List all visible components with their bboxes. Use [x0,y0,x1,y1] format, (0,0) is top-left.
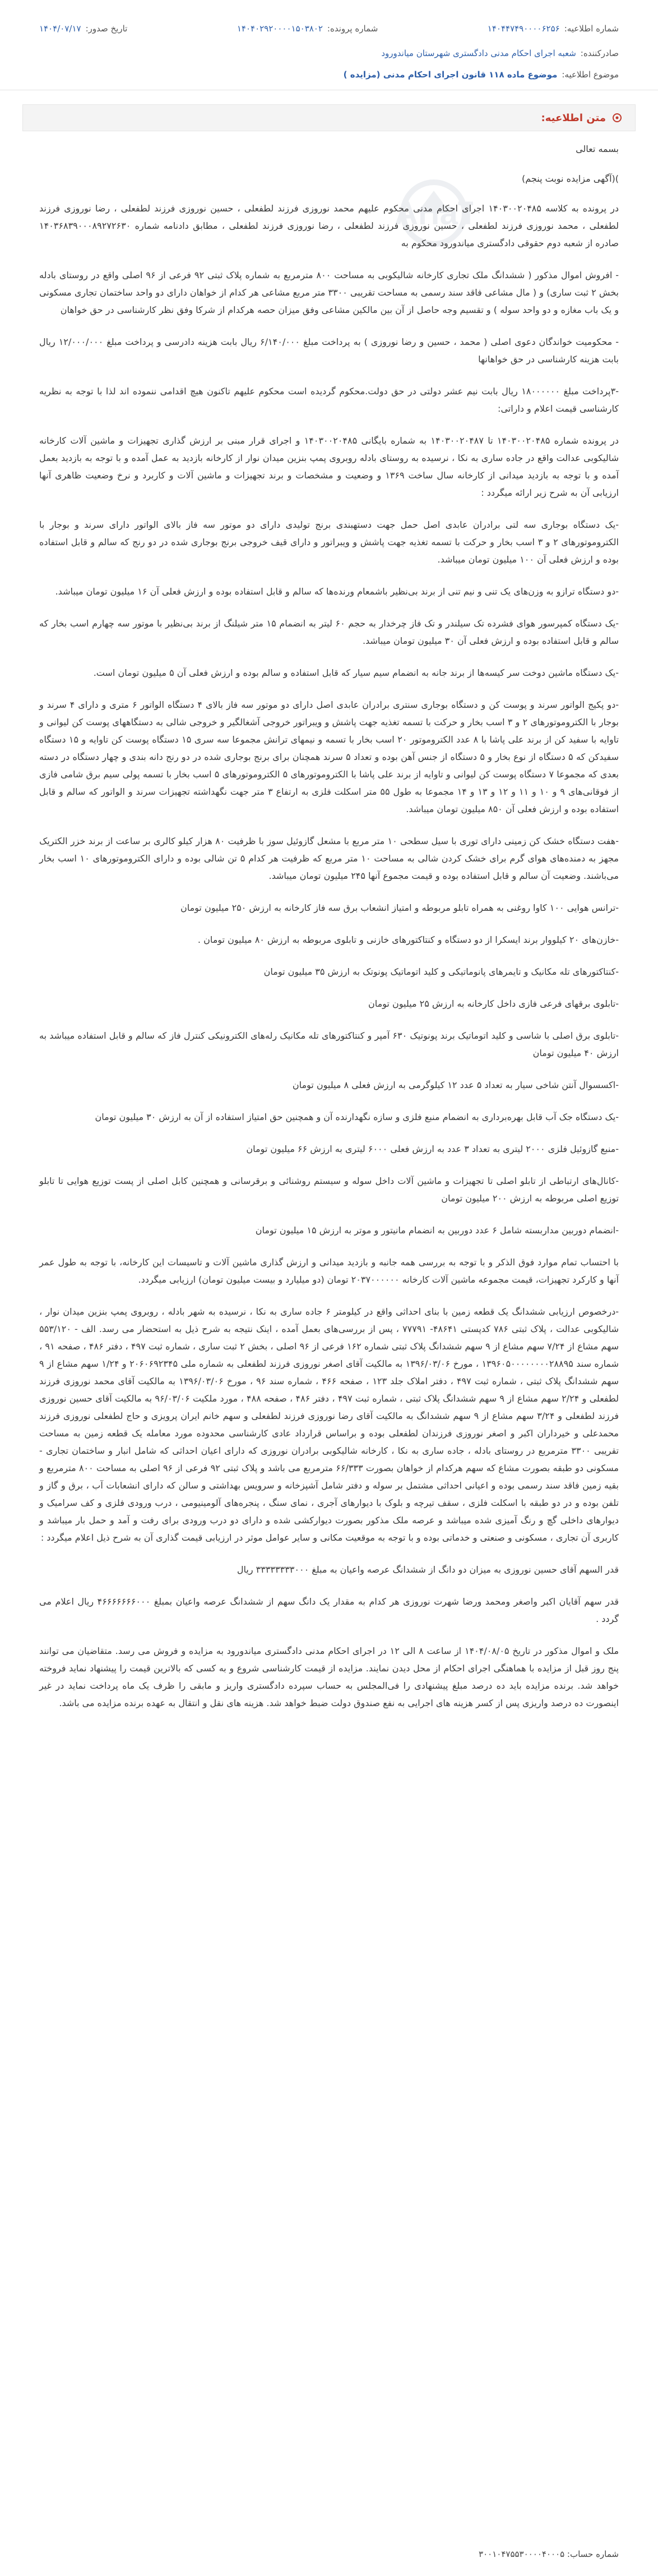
body-paragraph: -کنتاکتورهای تله مکانیک و تایمرهای پانوماتیکی و کلید اتوماتیک پونوتک به ارزش ۳۵ میلیون تومان [263,966,619,977]
issuer-label: صادرکننده: [580,48,619,58]
body-paragraph: -یک دستگاه کمپرسور هوای فشرده تک سیلندر و تک فاز چرخدار به حجم ۶۰ لیتر به انضمام ۱۵ متر شیلنگ از برند بی‌نظیر با موتور سه چهارم اسب بخار که سالم و قابل استفاده بوده و ارزش فعلی آن ۳۰ میلیون تومان میباشد. [39,618,619,646]
subject-label: موضوع اطلاعیه: [562,70,619,80]
body-paragraph: - محکومیت خواندگان دعوی اصلی ( محمد ، حسین و رضا نوروزی ) به پرداخت مبلغ ۶/۱۴۰/۰۰۰ ریال بابت هزینه دادرسی و پرداخت مبلغ ۱۲/۰۰۰/۰۰۰ ریال بابت هزینه کارشناسی در حق خواهانها [39,337,619,365]
body-paragraph: -اکسسوال آنتن شاخی سیار به تعداد ۵ عدد ۱۲ کیلوگرمی به ارزش فعلی ۸ میلیون تومان [292,1080,619,1090]
body-paragraph: -منبع گازوئیل فلزی ۲۰۰۰ لیتری به تعداد ۳ عدد به ارزش فعلی ۶۰۰۰ لیتری به ارزش ۶۶ میلیون تومان [246,1144,619,1154]
body-paragraph: )(آگهی مزایده نوبت پنجم) [522,173,619,184]
body-paragraph: -یک دستگاه جک آب قابل بهره‌برداری به انضمام منبع فلزی و سازه نگهدارنده آن و همچنین حق امتیاز استفاده از آن به ارزش ۳۰ میلیون تومان [95,1112,619,1122]
notice-text-section-bar [22,104,636,131]
body-paragraph: بسمه تعالی [576,144,619,154]
body-paragraph: -درخصوص ارزیابی ششدانگ یک قطعه زمین با بنای احداثی واقع در کیلومتر ۶ جاده ساری به نکا ، نرسیده به شهر بادله ، روبروی پمپ بنزین میدان نوار ، شالیکوبی عدالت ، پلاک ثبتی ۷۸۶ کدپستی ۴۸۶۴۱- ۷۷۷۹۱ ، پس از بررسی‌های بعمل آمده ، اینک نتیجه به شرح ذیل به استحضار می رسد. الف - ۵۵۳/۱۲۰ سهم مشاع از ۷/۲۴ سهم مشاع از ۹ سهم ششدانگ پلاک ثبتی شماره ۱۶۲ فرعی از ۹۶ اصلی ، بخش ۲ ثبت ساری ، شماره ثبت ۴۹۷ ، دفتر ۴۸۶ ، صفحه ۹۱ ، شماره سند ۱۳۹۶۰۵۰۰۰۰۰۰۰۰۲۸۸۹۵ ، مورخ ۱۳۹۶/۰۳/۰۶ به مالکیت آقای اصغر نوروزی فرزند لطفعلی به شماره ملی ۲۰۶۰۶۹۲۳۴۵ و ۱/۲۴ سهم مشاع از ۹ سهم ششدانگ پلاک ثبتی ، شماره ثبت ۴۹۷ ، دفتر املاک جلد ۱۲۳ ، صفحه ۴۶۶ ، شماره سند ۹۶ ، مورخ ۱۳۹۶/۰۳/۰۶ به مالکیت آقای محمد نوروزی فرزند لطفعلی و ۲/۲۴ سهم مشاع از ۹ سهم ششدانگ پلاک ثبتی ، شماره ثبت ۴۹۷ ، دفتر ۴۸۶ ، صفحه ۴۸۸ ، مورد ملکیت ۹۶/۰۳/۰۶ به مالکیت آقای حسین نوروزی فرزند لطفعلی و ۳/۲۴ سهم مشاع از ۹ سهم ششدانگ به مالکیت آقای رضا نوروزی فرزند لطفعلی و سهم خانم ایران پرویزی و حاج لطفعلی نوروزی فرزند محمدعلی و خیرداران اکبر و اصغر نوروزی فرزندان لطفعلی بوده و براساس قرارداد عادی کارشناسی محدوده مورد معامله یک قطعه زمین به مساحت تقریبی ۳۳۰۰ مترمربع در روستای بادله ، جاده ساری به نکا ، کارخانه شالیکوبی برادران نوروزی که دارای اعیان احداثی که شامل انبار و ساختمان تجاری - مسکونی دو طبقه بصورت مشاع که سهم هرکدام از خواهان بصورت ۶۶/۳۳۳ مترمربع می باشد و پلاک ثبتی ۹۲ فرعی از ۹۶ اصلی به مساحت ۸۰۰ مترمربع و بقیه زمین فاقد سند رسمی بوده و اعیانی احداثی مشتمل بر سوله و دفتر شامل آشپزخانه و سرویس بهداشتی و سالن که دارای انشعابات آب ، برق و گاز و تلفن بوده و در دو طبقه با اسکلت فلزی ، سقف تیرچه و بلوک با دیوارهای آجری ، نمای سنگ ، پنجره‌های آلومینیومی ، درب ورودی فلزی و کف سرامیک و دیوارهای داخلی گچ و رنگ آمیزی شده میباشد و عرصه ملک مذکور بصورت دیوارکشی شده و دارای دو درب ورودی برای رفت و آمد و حمل بار میباشد و کاربری آن تجاری ، مسکونی و صنعتی و خدماتی بوده و با توجه به موقعیت مکانی و سایر عوامل موثر در ارزیابی قیمت گذاری آن به شرح ذیل اعلام میگردد : [39,1306,619,1543]
account-line [479,2549,619,2559]
body-paragraph: -دو پکیج الواتور سرند و پوست کن و دستگاه بوجاری سنتری برادران عابدی اصل دارای دو موتور سه فاز بالای ۴ دستگاه الواتور ۶ متری و دارای ۴ سرند و بوجار با الکتروموتورهای ۲ و ۳ اسب بخار و حرکت با تسمه تغذیه جهت پاشش و ویبراتور خروجی آشغالگیر و خروجی شالی به دستگاههای پوست کن لیوانی و تاوایه با سفید کن از برند علی پاشا با ۸ عدد الکتروموتور ۲۰ اسب بخار با تسمه و نیمهای ترانش مجموعا سه سری ۱۵ دستگاه پوست کن تاوایه و ۱۵ دستگاه سفیدکن که ۵ دستگاه از نوع بخار و ۵ دستگاه از جنس آهن بوده و تعداد ۵ سرند همچنان برای برنج بوجاری شده در دو رنج دانه بندی و چهار دستگاه در دسته بعدی که مجموعا ۷ دستگاه پوست کن لیوانی و تاوایه از برند علی پاشا با الکتروموتورهای ۵ الکتروموتورهای ۵ اسب بخار با تسمه پولی سیم برق شامی فازی از فوقانی‌های ۹ و ۱۰ و ۱۱ و ۱۲ و ۱۳ و ۱۴ مجموعا به طول ۵۵ متر اسکلت فلزی به ارتفاع ۳ متر جهت نگهداشته تجهیزات سرند و الواتور که سالم و قابل استفاده بوده و ارزش فعلی آن ۸۵۰ میلیون تومان میباشد. [39,699,619,814]
notice-number-label: شماره اطلاعیه: [564,24,619,34]
body-paragraph: -یک دستگاه بوجاری سه لتی برادران عابدی اصل حمل جهت دستهبندی برنج تولیدی دارای دو موتور سه فاز بالای الواتور دارای سرند و بوجار با الکتروموتورهای ۲ و ۳ اسب بخار و حرکت با تسمه تغذیه جهت پاشش و ویبراتور و دارای قیف خروجی برنج بوجاری شده در دو رنج که سالم و قابل استفاده بوده و ارزش فعلی آن ۱۰۰ میلیون تومان میباشد. [39,519,619,565]
issue-date-value: ۱۴۰۴/۰۷/۱۷ [39,24,81,34]
body-paragraph: -هفت دستگاه خشک کن زمینی دارای توری با سیل سطحی ۱۰ متر مربع با مشعل گازوئیل سوز با ظرفیت ۸۰ هزار کیلو کالری بر ساعت از برند خزر الکتریک مجهز به دمنده‌های هوای گرم برای خشک کردن شالی به مساحت ۱۰ متر مربع که ظرفیت هر کدام ۵ تن شالی بوده و دارای الکتروموتورهای ۱۰ اسب بخار می‌باشند. وضعیت آن سالم و قابل استفاده بوده و قیمت مجموع آنها ۲۴۵ میلیون تومان میباشد. [39,836,619,881]
file-number-value: ۱۴۰۴۰۲۹۲۰۰۰۰۱۵۰۳۸۰۲ [237,24,323,34]
body-paragraph: -یک دستگاه ماشین دوخت سر کیسه‌ها از برند جانه به انضمام سیم سیار که قابل استفاده و سالم بوده و ارزش فعلی آن ۵ میلیون تومان است. [93,667,619,678]
body-paragraph: -۳پرداخت مبلغ ۱۸۰۰۰۰۰۰ ریال بابت نیم عشر دولتی در حق دولت.محکوم گردیده است محکوم علیهم تاکنون هیچ اقدامی ننموده اند لذا با توجه به نظریه کارشناسی قیمت اعلام و داراتی: [39,386,619,414]
notice-meta-row [39,21,619,36]
account-value: ۳۰۰۱۰۴۷۵۵۳۰۰۰۰۴۰۰۰۵ [479,2549,565,2559]
body-paragraph: -انضمام دوربین مداربسته شامل ۶ عدد دوربین به انضمام مانیتور و موتر به ارزش ۱۵ میلیون تومان [255,1225,619,1236]
subject-value: موضوع ماده ۱۱۸ قانون اجرای احکام مدنی (مزایده ) [343,70,558,80]
issue-date [39,21,127,36]
notice-number-value: ۱۴۰۴۴۷۴۹۰۰۰۰۶۲۵۶ [487,24,560,34]
body-paragraph: در پرونده به کلاسه ۱۴۰۳۰۰۲۰۴۸۵ اجرای احکام مدنی محکوم علیهم محمد نوروزی فرزند لطفعلی ، حسین نوروزی فرزند لطفعلی ، رضا نوروزی فرزند لطفعلی ، محمد نوروزی فرزند لطفعلی ، حسین نوروزی فرزند لطفعلی ، رضا نوروزی فرزند لطفعلی ، مطابق دادنامه شماره ۱۴۰۳۶۸۳۹۰۰۰۸۹۲۷۲۶۳۰ صادره از شعبه دوم حقوقی دادگستری میاندورود محکوم به [39,203,619,248]
body-paragraph: -خازن‌های ۲۰ کیلووار برند ایسکرا از دو دستگاه و کنتاکتورهای خازنی و تابلوی مربوطه به ارزش ۸۰ میلیون تومان . [197,934,619,945]
body-paragraph: -ترانس هوایی ۱۰۰ کاوا روغنی به همراه تابلو مربوطه و امتیاز انشعاب برق سه فاز کارخانه به ارزش ۲۵۰ میلیون تومان [180,902,619,913]
notice-body [39,140,619,1726]
body-paragraph: - افروش اموال مذکور ( ششدانگ ملک تجاری کارخانه شالیکوبی به مساحت ۸۰۰ مترمربع به شماره پلاک ثبتی ۹۲ فرعی از ۹۶ اصلی واقع در روستای بادله بخش ۲ ثبت ساری) و ( مال مشاعی فاقد سند رسمی به مساحت تقریبی ۳۳۰۰ متر مربع مشاعی هر کدام از خواهان دارای دو واحد ساختمان تجاری مسکونی و یک باب مغازه و دو واحد سوله ) و تقسیم وجه حاصل از آن بین مالکین مشاعی وفق میزان حصه هرکدام از شرکا وفق نظر کارشناسی در حق خواهان [39,270,619,315]
body-paragraph: قدر سهم آقایان اکبر واصغر ومحمد ورضا شهرت نوروزی هر کدام به مقدار یک دانگ سهم از ششدانگ عرصه واعیان بمبلغ ۴۶۶۶۶۶۶۶۰۰۰ ریال اعلام می گردد . [39,1596,619,1624]
file-number-label: شماره پرونده: [327,24,378,34]
body-paragraph: -کانال‌های ارتباطی از تابلو اصلی تا تجهیزات و ماشین آلات داخل سوله و سیستم روشنائی و برقرسانی و همچنین کابل اصلی از پست توزیع هوایی تا تابلو توزیع اصلی مربوطه به ارزش ۲۰۰ میلیون تومان [39,1176,619,1204]
body-paragraph: -تابلوی برقهای فرعی فازی داخل کارخانه به ارزش ۲۵ میلیون تومان [368,998,619,1009]
body-paragraph: -تابلوی برق اصلی با شاسی و کلید اتوماتیک برند پونوتیک ۶۳۰ آمپر و کنتاکتورهای تله مکانیک رله‌های الکترونیکی کنترل فاز که سالم و قابل استفاده میباشد به ارزش ۴۰ میلیون تومان [39,1030,619,1058]
subject [344,70,619,80]
file-number [237,21,378,36]
body-paragraph: با احتساب تمام موارد فوق الذکر و با توجه به بررسی همه جانبه و بازدید میدانی و ارزش گذاری ماشین آلات و تاسیسات این کارخانه، با توجه به طول عمر آنها و کارکرد تجهیزات، قیمت مجموعه ماشین آلات کارخانه ۲۰۳۷۰۰۰۰۰۰ تومان (دو میلیارد و بیست میلیون تومان) ارزیابی میگردد. [39,1257,619,1285]
notice-number [488,21,619,36]
issue-date-label: تاریخ صدور: [85,24,128,34]
gear-icon [611,112,623,123]
issuer-value: شعبه اجرای احکام مدنی دادگستری شهرستان میاندورود [381,48,576,58]
body-paragraph: -دو دستگاه ترازو به وزن‌های یک تنی و نیم تنی از برند بی‌نظیر باشمعام ورنده‌ها که سالم و قابل استفاده بوده و ارزش فعلی آن ۱۶ میلیون تومان میباشد. [55,586,619,597]
account-label: شماره حساب: [567,2549,619,2559]
body-paragraph: قدر السهم آقای حسین نوروزی به میزان دو دانگ از ششدانگ عرصه واعیان به مبلغ ۳۳۳۳۳۳۳۳۰۰۰ ریال [237,1564,619,1575]
notice-header [0,0,658,90]
notice-text-title: متن اطلاعیه: [541,112,606,124]
issuer [381,48,619,58]
watermark-text: AriaT [395,195,473,232]
body-paragraph: در پرونده شماره ۱۴۰۳۰۰۲۰۴۸۵ تا ۱۴۰۳۰۰۲۰۴۸۷ به شماره بایگانی ۱۴۰۳۰۰۲۰۴۸۵ و اجرای قرار مبنی بر ارزش گذاری تجهیزات و ماشین آلات کارخانه شالیکوبی عدالت واقع در جاده ساری به نکا ، نرسیده به روستای بادله روبروی پمپ بنزین میدان نوار از کارخانه بازدید به عمل آمده و با توجه به بازدید بعمل آمده و با توجه به بازدید میدانی از کارخانه سال ساخت ۱۳۶۹ و وضعیت و مشخصات و برند تجهیزات و ماشین آلات و کاربرد و نرخ وضعیت ظاهری آنها ارزیابی آن به شرح زیر ارائه میگردد : [39,435,619,498]
body-paragraph: ملک و اموال مذکور در تاریخ ۱۴۰۴/۰۸/۰۵ از ساعت ۸ الی ۱۲ در اجرای احکام مدنی دادگستری میاندورود به مزایده و فروش می رسد. متقاضیان می توانند پنج روز قبل از مزایده با هماهنگی اجرای احکام از محل دیدن نمایند. مزایده از قیمت کارشناسی شروع و به کسی که بالاترین قیمت را پیشنهاد نماید فروخته خواهد شد. برنده مزایده باید ده درصد مبلغ پیشنهادی را فی‌المجلس به حساب سپرده دادگستری واریز و مابقی را ظرف یک ماه پرداخت نماید در غیر اینصورت ده درصد واریزی پس از کسر هزینه های اجرایی به نفع صندوق دولت ضبط خواهد شد. هزینه های نقل و انتقال به عهده برنده مزایده می باشد. [39,1646,619,1708]
